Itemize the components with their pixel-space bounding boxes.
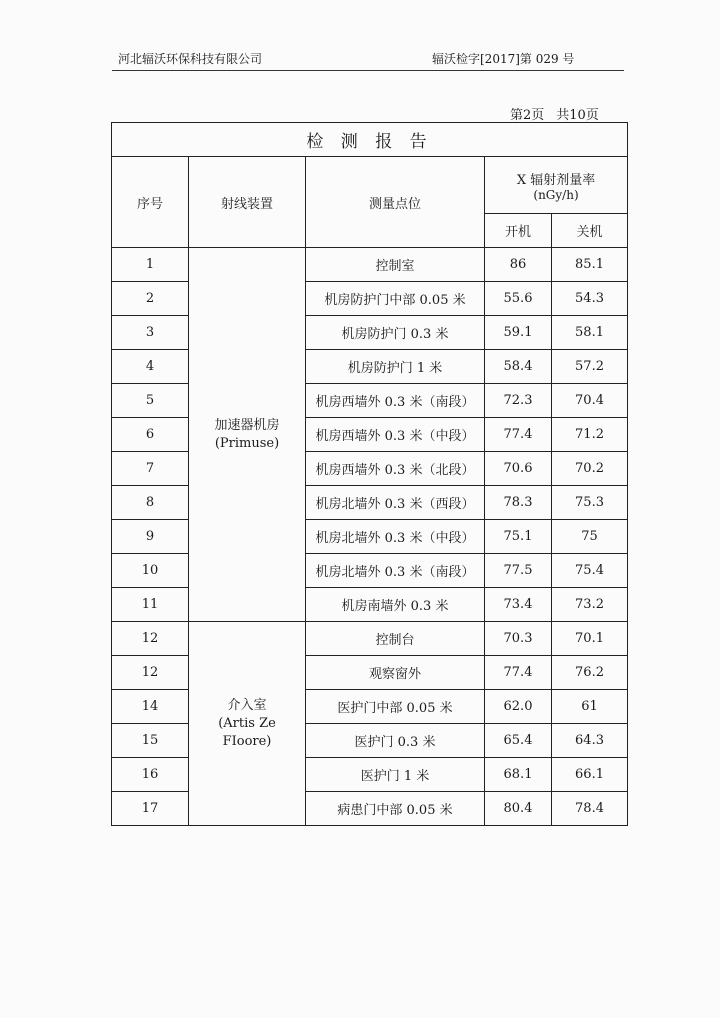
row-off-value: 71.2 [552,418,628,452]
row-on-value: 77.4 [485,418,552,452]
row-point: 机房防护门中部 0.05 米 [306,282,485,316]
device-model: (Artis Ze [218,715,276,731]
row-seq: 4 [112,350,189,384]
row-seq: 17 [112,792,189,826]
row-seq: 9 [112,520,189,554]
row-point: 控制室 [306,248,485,282]
row-point: 机房北墙外 0.3 米（中段） [306,520,485,554]
rate-label: X 辐射剂量率 [516,172,596,188]
row-seq: 16 [112,758,189,792]
row-off-value: 75.3 [552,486,628,520]
row-point: 机房北墙外 0.3 米（南段） [306,554,485,588]
row-seq: 15 [112,724,189,758]
device-model: (Primuse) [214,435,280,451]
row-on-value: 72.3 [485,384,552,418]
row-on-value: 59.1 [485,316,552,350]
row-on-value: 77.5 [485,554,552,588]
row-off-value: 85.1 [552,248,628,282]
row-on-value: 77.4 [485,656,552,690]
row-off-value: 70.4 [552,384,628,418]
row-seq: 12 [112,656,189,690]
row-off-value: 54.3 [552,282,628,316]
row-point: 机房防护门 1 米 [306,350,485,384]
row-on-value: 55.6 [485,282,552,316]
row-point: 观察窗外 [306,656,485,690]
row-on-value: 73.4 [485,588,552,622]
row-seq: 3 [112,316,189,350]
row-off-value: 73.2 [552,588,628,622]
row-on-value: 65.4 [485,724,552,758]
row-off-value: 66.1 [552,758,628,792]
row-on-value: 70.3 [485,622,552,656]
row-point: 机房西墙外 0.3 米（中段） [306,418,485,452]
row-on-value: 62.0 [485,690,552,724]
row-seq: 7 [112,452,189,486]
table-row [112,248,628,282]
row-seq: 2 [112,282,189,316]
col-header-seq: 序号 [112,157,189,248]
company-name: 河北辐沃环保科技有限公司 [118,52,263,66]
row-off-value: 78.4 [552,792,628,826]
report-number: 辐沃检字[2017]第 029 号 [432,52,575,66]
row-point: 机房西墙外 0.3 米（南段） [306,384,485,418]
row-off-value: 70.1 [552,622,628,656]
device-model-line2: FIoore) [222,733,272,749]
row-on-value: 68.1 [485,758,552,792]
row-seq: 5 [112,384,189,418]
row-on-value: 70.6 [485,452,552,486]
row-seq: 8 [112,486,189,520]
row-point: 医护门中部 0.05 米 [306,690,485,724]
row-off-value: 58.1 [552,316,628,350]
row-on-value: 80.4 [485,792,552,826]
row-off-value: 75 [552,520,628,554]
table-title: 检 测 报 告 [112,123,628,157]
total-pages: 共10页 [556,108,599,123]
page-number [510,104,611,123]
row-seq: 11 [112,588,189,622]
row-off-value: 75.4 [552,554,628,588]
row-off-value: 64.3 [552,724,628,758]
row-point: 医护门 0.3 米 [306,724,485,758]
row-on-value: 78.3 [485,486,552,520]
rate-unit: (nGy/h) [533,187,579,202]
col-header-device: 射线装置 [189,157,306,248]
row-point: 病患门中部 0.05 米 [306,792,485,826]
col-header-point: 测量点位 [306,157,485,248]
row-on-value: 58.4 [485,350,552,384]
row-on-value: 75.1 [485,520,552,554]
header-rule [112,70,624,71]
device-cell [189,248,306,622]
row-point: 控制台 [306,622,485,656]
row-point: 机房南墙外 0.3 米 [306,588,485,622]
row-off-value: 57.2 [552,350,628,384]
device-name: 介入室 [227,697,267,713]
row-on-value: 86 [485,248,552,282]
col-header-rate [485,157,628,214]
row-point: 机房防护门 0.3 米 [306,316,485,350]
row-point: 机房西墙外 0.3 米（北段） [306,452,485,486]
table-row [112,622,628,656]
current-page: 第2页 [510,108,545,123]
row-seq: 10 [112,554,189,588]
row-seq: 1 [112,248,189,282]
row-off-value: 61 [552,690,628,724]
device-cell [189,622,306,826]
row-point: 医护门 1 米 [306,758,485,792]
row-seq: 12 [112,622,189,656]
col-header-on: 开机 [485,214,552,248]
report-table [111,122,628,826]
row-point: 机房北墙外 0.3 米（西段） [306,486,485,520]
col-header-off: 关机 [552,214,628,248]
row-off-value: 76.2 [552,656,628,690]
row-off-value: 70.2 [552,452,628,486]
row-seq: 14 [112,690,189,724]
row-seq: 6 [112,418,189,452]
device-name: 加速器机房 [214,417,280,433]
